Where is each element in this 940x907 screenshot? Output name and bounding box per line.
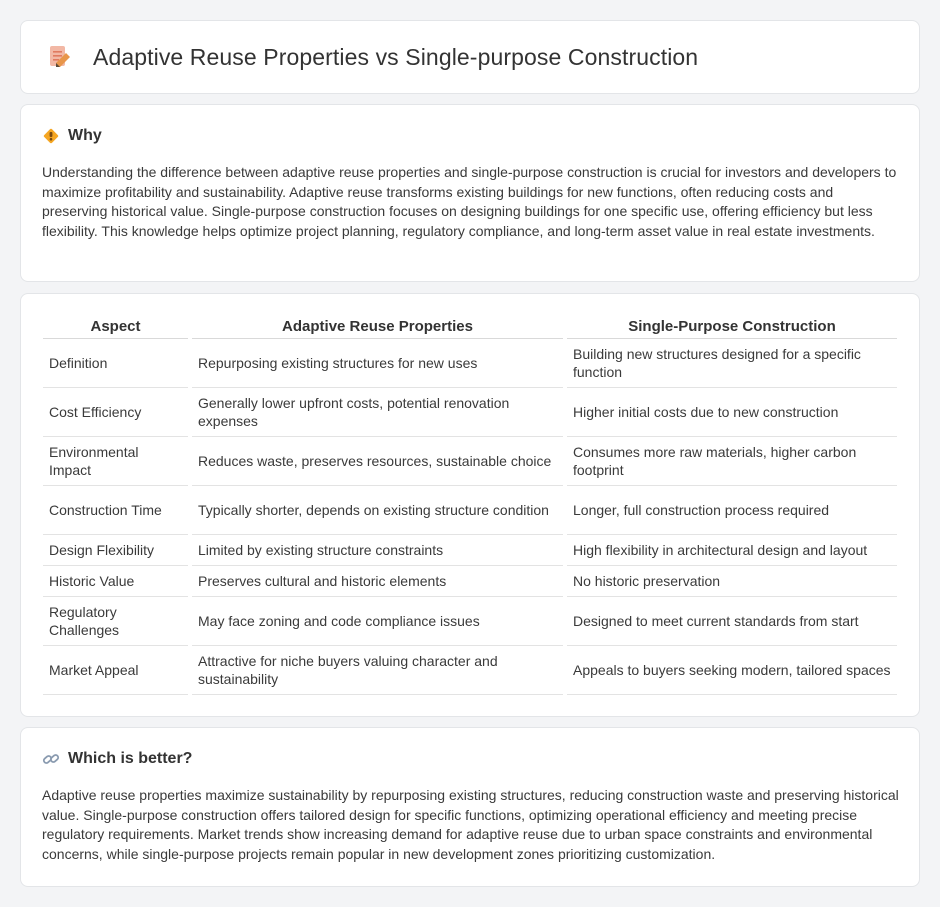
- column-header-single-purpose: Single-Purpose Construction: [567, 314, 897, 339]
- aspect-cell: Market Appeal: [43, 646, 188, 695]
- comparison-table: [39, 314, 901, 695]
- diamond-sign-icon: [42, 127, 60, 145]
- why-section: [20, 104, 920, 282]
- column-header-adaptive-reuse: Adaptive Reuse Properties: [192, 314, 563, 339]
- table-row: [43, 535, 897, 566]
- comparison-section: [20, 293, 920, 717]
- link-icon: [42, 750, 60, 768]
- single-purpose-cell: Higher initial costs due to new construction: [567, 388, 897, 437]
- aspect-cell: Design Flexibility: [43, 535, 188, 566]
- adaptive-reuse-cell: Typically shorter, depends on existing structure condition: [192, 486, 563, 535]
- better-text: Adaptive reuse properties maximize sustainability by repurposing existing structures, reducing construction waste and preserving historical value. Single-purpose construction offers tailored design for specific functions, optimizing operational efficiency and meeting precise regulatory requirements. Market trends show increasing demand for adaptive reuse due to urban space constraints and environmental concerns, while single-purpose projects remain popular in new development zones prioritizing customization.: [42, 787, 899, 862]
- single-purpose-cell: Building new structures designed for a specific function: [567, 339, 897, 388]
- adaptive-reuse-cell: Repurposing existing structures for new uses: [192, 339, 563, 388]
- aspect-cell: Historic Value: [43, 566, 188, 597]
- table-header-row: [43, 314, 897, 339]
- why-text: Understanding the difference between adaptive reuse properties and single-purpose construction is crucial for investors and developers to maximize profitability and sustainability. Adaptive reuse transforms existing buildings for new functions, often reducing costs and preserving historical value. Single-purpose construction focuses on designing buildings for one specific use, offering efficiency but less flexibility. This knowledge helps optimize project planning, regulatory compliance, and long-term asset value in real estate investments.: [42, 164, 897, 239]
- better-header: [42, 750, 899, 768]
- single-purpose-cell: Appeals to buyers seeking modern, tailored spaces: [567, 646, 897, 695]
- table-row: [43, 566, 897, 597]
- table-row: [43, 339, 897, 388]
- table-row: [43, 597, 897, 646]
- adaptive-reuse-cell: May face zoning and code compliance issues: [192, 597, 563, 646]
- single-purpose-cell: High flexibility in architectural design and layout: [567, 535, 897, 566]
- adaptive-reuse-cell: Generally lower upfront costs, potential renovation expenses: [192, 388, 563, 437]
- aspect-cell: Environmental Impact: [43, 437, 188, 486]
- single-purpose-cell: Consumes more raw materials, higher carbon footprint: [567, 437, 897, 486]
- page-title: Adaptive Reuse Properties vs Single-purpose Construction: [93, 43, 699, 70]
- aspect-cell: Definition: [43, 339, 188, 388]
- better-title: Which is better?: [68, 750, 193, 767]
- why-title: Why: [68, 127, 102, 144]
- single-purpose-cell: Longer, full construction process required: [567, 486, 897, 535]
- table-row: [43, 646, 897, 695]
- why-header: [42, 127, 899, 145]
- aspect-cell: Cost Efficiency: [43, 388, 188, 437]
- table-row: [43, 437, 897, 486]
- which-is-better-section: [20, 727, 920, 887]
- adaptive-reuse-cell: Attractive for niche buyers valuing character and sustainability: [192, 646, 563, 695]
- aspect-cell: Construction Time: [43, 486, 188, 535]
- single-purpose-cell: Designed to meet current standards from start: [567, 597, 897, 646]
- table-row: [43, 486, 897, 535]
- column-header-aspect: Aspect: [43, 314, 188, 339]
- adaptive-reuse-cell: Reduces waste, preserves resources, sustainable choice: [192, 437, 563, 486]
- title-card: [20, 20, 920, 94]
- pencil-note-icon: [45, 43, 73, 71]
- adaptive-reuse-cell: Preserves cultural and historic elements: [192, 566, 563, 597]
- single-purpose-cell: No historic preservation: [567, 566, 897, 597]
- aspect-cell: Regulatory Challenges: [43, 597, 188, 646]
- adaptive-reuse-cell: Limited by existing structure constraints: [192, 535, 563, 566]
- table-row: [43, 388, 897, 437]
